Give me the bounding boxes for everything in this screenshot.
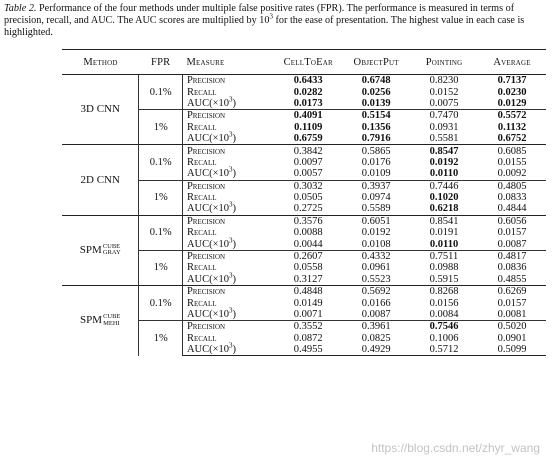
value-cell: 0.0087 — [497, 238, 527, 250]
fpr-cell: 1% — [139, 321, 183, 356]
table-body — [62, 75, 546, 356]
measure-cell — [182, 341, 274, 356]
value-cell: 0.5915 — [429, 273, 459, 285]
caption-text-end: for the ease of presentation. The highest value in each case is highlighted. — [4, 15, 525, 39]
value-cell: 0.5581 — [429, 133, 459, 145]
header-objectput: ObjectPut — [342, 50, 410, 75]
method-subscript — [103, 244, 121, 257]
fpr-cell: 0.1% — [139, 75, 183, 110]
value-cell: 0.0974 — [361, 192, 391, 204]
value-cell: 0.5589 — [361, 203, 391, 215]
value-cell: 0.0152 — [429, 86, 459, 98]
value-cell: 0.3032 — [274, 180, 342, 192]
measure-label: AUC(×10 — [186, 344, 230, 356]
value-cell: 0.0192 — [429, 156, 459, 168]
measure-label: Recall — [186, 227, 217, 239]
value-cell: 0.0071 — [293, 309, 323, 320]
measure-sup: 3 — [229, 200, 233, 209]
value-cell: 0.6269 — [478, 286, 546, 298]
header-fpr: FPR — [139, 50, 183, 75]
measure-cell — [182, 75, 274, 87]
measure-label: Precision — [186, 180, 226, 192]
measure-label: Precision — [186, 75, 226, 87]
value-cell: 0.0084 — [429, 309, 459, 320]
value-cell: 0.5712 — [410, 344, 478, 356]
measure-sup: 3 — [229, 306, 233, 315]
method-cell — [62, 145, 139, 215]
measure-cell — [182, 110, 274, 122]
value-cell: 0.0192 — [361, 227, 391, 239]
value-cell: 0.0087 — [361, 309, 391, 320]
measure-label: AUC(×10 — [186, 168, 230, 180]
header-pointing: Pointing — [410, 50, 478, 75]
measure-end: ) — [232, 309, 237, 320]
measure-end: ) — [232, 168, 237, 180]
value-cell: 0.0833 — [497, 192, 527, 204]
value-cell: 0.1109 — [294, 121, 323, 133]
measure-cell — [182, 250, 274, 262]
caption-text: Performance of the four methods under multiple false positive rates (FPR). The performance is measured in terms of precision, recall, and AUC. The AUC scores are multiplied by 10 — [4, 3, 515, 27]
measure-label: Precision — [186, 145, 226, 157]
measure-end: ) — [232, 273, 237, 285]
value-cell: 0.6433 — [293, 75, 323, 87]
value-cell: 0.0075 — [429, 97, 459, 109]
measure-cell — [182, 286, 274, 298]
value-cell: 0.0256 — [361, 86, 391, 98]
measure-end: ) — [232, 238, 237, 250]
measure-label: Recall — [186, 156, 217, 168]
measure-label: AUC(×10 — [186, 203, 230, 215]
value-cell: 0.6748 — [361, 75, 391, 87]
value-cell: 0.0139 — [361, 97, 391, 109]
value-cell: 0.6759 — [293, 133, 323, 145]
value-cell: 0.5154 — [342, 110, 410, 122]
measure-label: Recall — [186, 262, 217, 274]
value-cell: 0.0092 — [497, 168, 527, 180]
value-cell: 0.7546 — [410, 321, 478, 333]
value-cell: 0.5865 — [342, 145, 410, 157]
value-cell: 0.0110 — [429, 168, 459, 180]
value-cell: 0.6085 — [478, 145, 546, 157]
measure-label: AUC(×10 — [186, 133, 230, 145]
value-cell: 0.4955 — [274, 344, 342, 356]
value-cell: 0.6051 — [342, 215, 410, 227]
value-cell: 0.4332 — [342, 250, 410, 262]
measure-label: Precision — [186, 110, 226, 122]
value-cell: 0.0108 — [361, 238, 391, 250]
measure-sup: 3 — [229, 341, 233, 350]
watermark: https://blog.csdn.net/zhyr_wang — [371, 441, 540, 455]
value-cell: 0.0088 — [293, 227, 323, 239]
value-cell: 0.0836 — [497, 262, 527, 274]
table-row — [62, 75, 546, 87]
measure-cell — [182, 321, 274, 333]
value-cell: 0.4844 — [497, 203, 527, 215]
measure-sup: 3 — [229, 165, 233, 174]
value-cell: 0.8268 — [410, 286, 478, 298]
measure-cell — [182, 180, 274, 192]
header-row — [62, 50, 546, 75]
measure-label: AUC(×10 — [186, 238, 230, 250]
fpr-cell: 0.1% — [139, 145, 183, 180]
method-cell — [62, 75, 139, 145]
value-cell: 0.3937 — [342, 180, 410, 192]
table-row — [62, 286, 546, 298]
value-cell: 0.5020 — [478, 321, 546, 333]
value-cell: 0.7137 — [497, 75, 527, 87]
value-cell: 0.0044 — [293, 238, 323, 250]
header-measure: Measure — [182, 50, 274, 75]
table-row — [62, 145, 546, 157]
measure-cell — [182, 200, 274, 215]
method-sub-text: MEHI — [103, 319, 120, 327]
measure-cell — [182, 145, 274, 157]
method-sup-text: CUBE — [103, 313, 121, 321]
value-cell: 0.7470 — [410, 110, 478, 122]
measure-sup: 3 — [229, 236, 233, 245]
value-cell: 0.5099 — [478, 344, 546, 356]
value-cell: 0.0149 — [293, 297, 323, 309]
value-cell: 0.3576 — [274, 215, 342, 227]
measure-label: Recall — [186, 121, 217, 133]
value-cell: 0.2607 — [274, 250, 342, 262]
value-cell: 0.3842 — [274, 145, 342, 157]
value-cell: 0.0230 — [497, 86, 527, 98]
measure-label: Recall — [186, 332, 217, 344]
value-cell: 0.3127 — [293, 273, 323, 285]
measure-end: ) — [232, 344, 237, 356]
value-cell: 0.0931 — [429, 121, 459, 133]
value-cell: 0.4817 — [478, 250, 546, 262]
value-cell: 0.3552 — [274, 321, 342, 333]
value-cell: 0.7446 — [410, 180, 478, 192]
value-cell: 0.6218 — [429, 203, 459, 215]
table-row — [62, 215, 546, 227]
value-cell: 0.0825 — [361, 332, 391, 344]
value-cell: 0.5572 — [478, 110, 546, 122]
value-cell: 0.2725 — [293, 203, 323, 215]
value-cell: 0.4855 — [497, 273, 527, 285]
measure-label: Recall — [186, 86, 217, 98]
value-cell: 0.0988 — [429, 262, 459, 274]
value-cell: 0.6056 — [478, 215, 546, 227]
measure-end: ) — [232, 133, 237, 145]
value-cell: 0.4929 — [342, 344, 410, 356]
value-cell: 0.1006 — [429, 332, 459, 344]
value-cell: 0.8230 — [429, 75, 459, 87]
value-cell: 0.4805 — [478, 180, 546, 192]
method-name: 3D CNN — [80, 103, 120, 116]
caption-label: Table 2. — [4, 3, 37, 14]
measure-sup: 3 — [229, 130, 233, 139]
measure-sup: 3 — [229, 95, 233, 104]
value-cell: 0.6752 — [497, 133, 527, 145]
value-cell: 0.0110 — [429, 238, 459, 250]
value-cell: 0.7916 — [361, 133, 391, 145]
results-table — [62, 49, 546, 356]
value-cell: 0.3961 — [342, 321, 410, 333]
caption-sup: 3 — [269, 12, 273, 21]
measure-cell — [182, 165, 274, 180]
measure-cell — [182, 238, 274, 250]
fpr-cell: 1% — [139, 110, 183, 145]
measure-end: ) — [232, 203, 237, 215]
value-cell: 0.4091 — [274, 110, 342, 122]
value-cell: 0.5523 — [361, 273, 391, 285]
value-cell: 0.0081 — [497, 309, 527, 320]
value-cell: 0.0961 — [361, 262, 391, 274]
measure-label: Precision — [186, 321, 226, 333]
value-cell: 0.1356 — [361, 121, 391, 133]
value-cell: 0.0097 — [293, 156, 323, 168]
value-cell: 0.0191 — [429, 227, 459, 239]
measure-cell — [182, 95, 274, 110]
value-cell: 0.0155 — [497, 156, 527, 168]
method-sup-text: CUBE — [102, 242, 121, 250]
value-cell: 0.0282 — [293, 86, 323, 98]
value-cell: 0.0157 — [497, 297, 527, 309]
fpr-cell: 1% — [139, 250, 183, 285]
value-cell: 0.5692 — [342, 286, 410, 298]
value-cell: 0.0109 — [361, 168, 391, 180]
method-name: SPM — [80, 314, 103, 327]
method-subscript — [103, 314, 120, 327]
measure-label: Recall — [186, 297, 217, 309]
measure-cell — [182, 130, 274, 145]
value-cell: 0.0505 — [293, 192, 323, 204]
measure-sup: 3 — [229, 271, 233, 280]
value-cell: 0.0157 — [497, 227, 527, 239]
value-cell: 0.0176 — [361, 156, 391, 168]
header-method: Method — [62, 50, 139, 75]
method-sub-text: GRAY — [102, 249, 121, 257]
measure-label: Precision — [186, 286, 226, 298]
method-name: SPM — [79, 243, 102, 256]
value-cell: 0.0558 — [293, 262, 323, 274]
measure-end: ) — [232, 97, 237, 109]
measure-label: AUC(×10 — [186, 273, 230, 285]
value-cell: 0.0129 — [497, 97, 527, 109]
measure-cell — [182, 306, 274, 321]
value-cell: 0.0057 — [293, 168, 323, 180]
measure-cell — [182, 215, 274, 227]
method-cell — [62, 286, 139, 356]
measure-label: Recall — [186, 192, 217, 204]
method-name: 2D CNN — [80, 173, 120, 186]
value-cell: 0.0901 — [497, 332, 527, 344]
header-celltoear: CellToEar — [274, 50, 342, 75]
fpr-cell: 0.1% — [139, 286, 183, 321]
value-cell: 0.0872 — [293, 332, 323, 344]
value-cell: 0.0173 — [293, 97, 323, 109]
measure-label: Precision — [186, 215, 226, 227]
measure-label: Precision — [186, 251, 226, 263]
value-cell: 0.1132 — [497, 121, 527, 133]
value-cell: 0.8541 — [410, 215, 478, 227]
method-cell — [62, 215, 139, 285]
value-cell: 0.7511 — [410, 250, 478, 262]
fpr-cell: 1% — [139, 180, 183, 215]
value-cell: 0.0156 — [429, 297, 459, 309]
value-cell: 0.8547 — [410, 145, 478, 157]
table-caption — [4, 3, 550, 40]
measure-label: AUC(×10 — [186, 309, 230, 320]
header-average: Average — [478, 50, 546, 75]
fpr-cell: 0.1% — [139, 215, 183, 250]
value-cell: 0.4848 — [274, 286, 342, 298]
value-cell: 0.0166 — [361, 297, 391, 309]
value-cell: 0.1020 — [429, 192, 459, 204]
measure-cell — [182, 271, 274, 286]
measure-label: AUC(×10 — [186, 97, 230, 109]
